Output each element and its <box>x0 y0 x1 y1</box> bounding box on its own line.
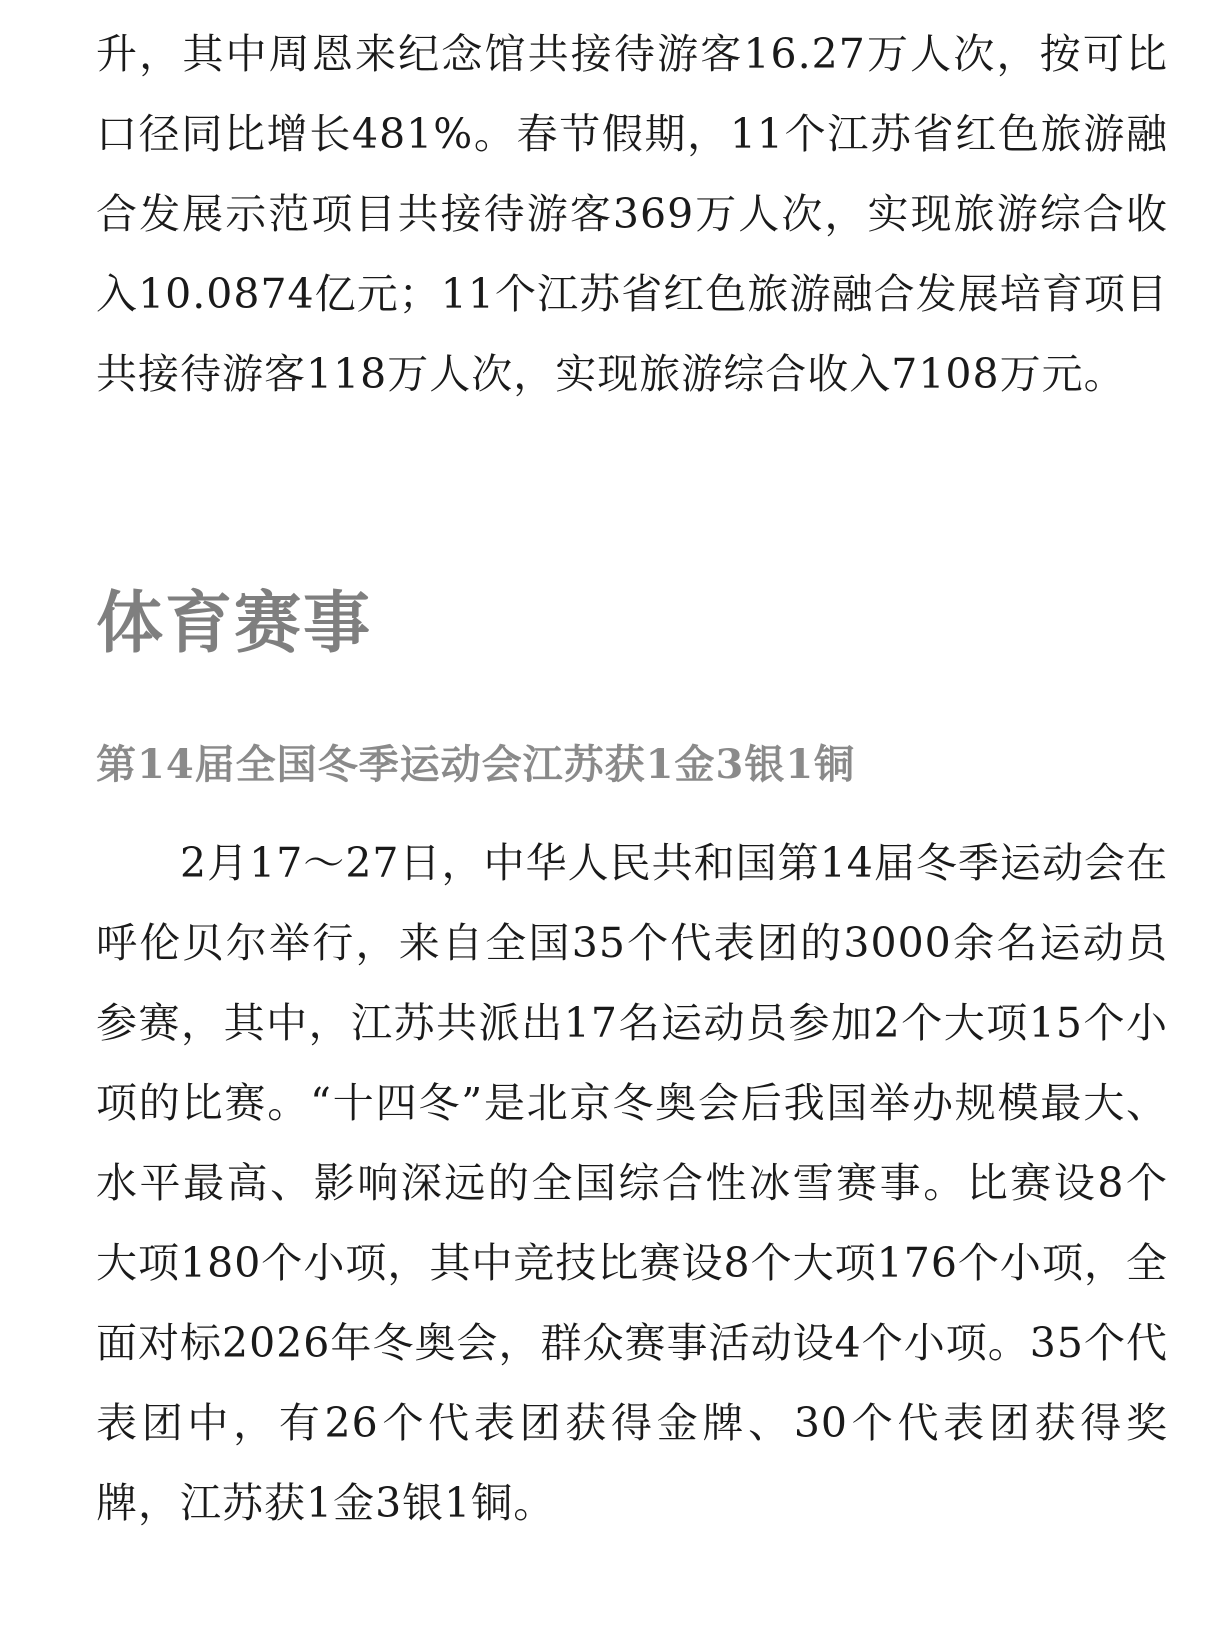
article-title: 第14届全国冬季运动会江苏获1金3银1铜 <box>96 741 856 788</box>
continuation-paragraph: 升，其中周恩来纪念馆共接待游客16.27万人次，按可比口径同比增长481%。春节假期，11个江苏省红色旅游融合发展示范项目共接待游客369万人次，实现旅游综合收入10.0874亿元；11个江苏省红色旅游融合发展培育项目共接待游客118万人次，实现旅游综合收入7108万元。 <box>96 30 1168 398</box>
article-body-paragraph: 2月17～27日，中华人民共和国第14届冬季运动会在呼伦贝尔举行，来自全国35个代表团的3000余名运动员参赛，其中，江苏共派出17名运动员参加2个大项15个小项的比赛。“十四冬”是北京冬奥会后我国举办规模最大、水平最高、影响深远的全国综合性冰雪赛事。比赛设8个大项180个小项，其中竞技比赛设8个大项176个小项，全面对标2026年冬奥会，群众赛事活动设4个小项。35个代表团中，有26个代表团获得金牌、30个代表团获得奖牌，江苏获1金3银1铜。 <box>96 839 1168 1527</box>
document-page <box>96 0 1168 1642</box>
section-title: 体育赛事 <box>96 584 372 662</box>
